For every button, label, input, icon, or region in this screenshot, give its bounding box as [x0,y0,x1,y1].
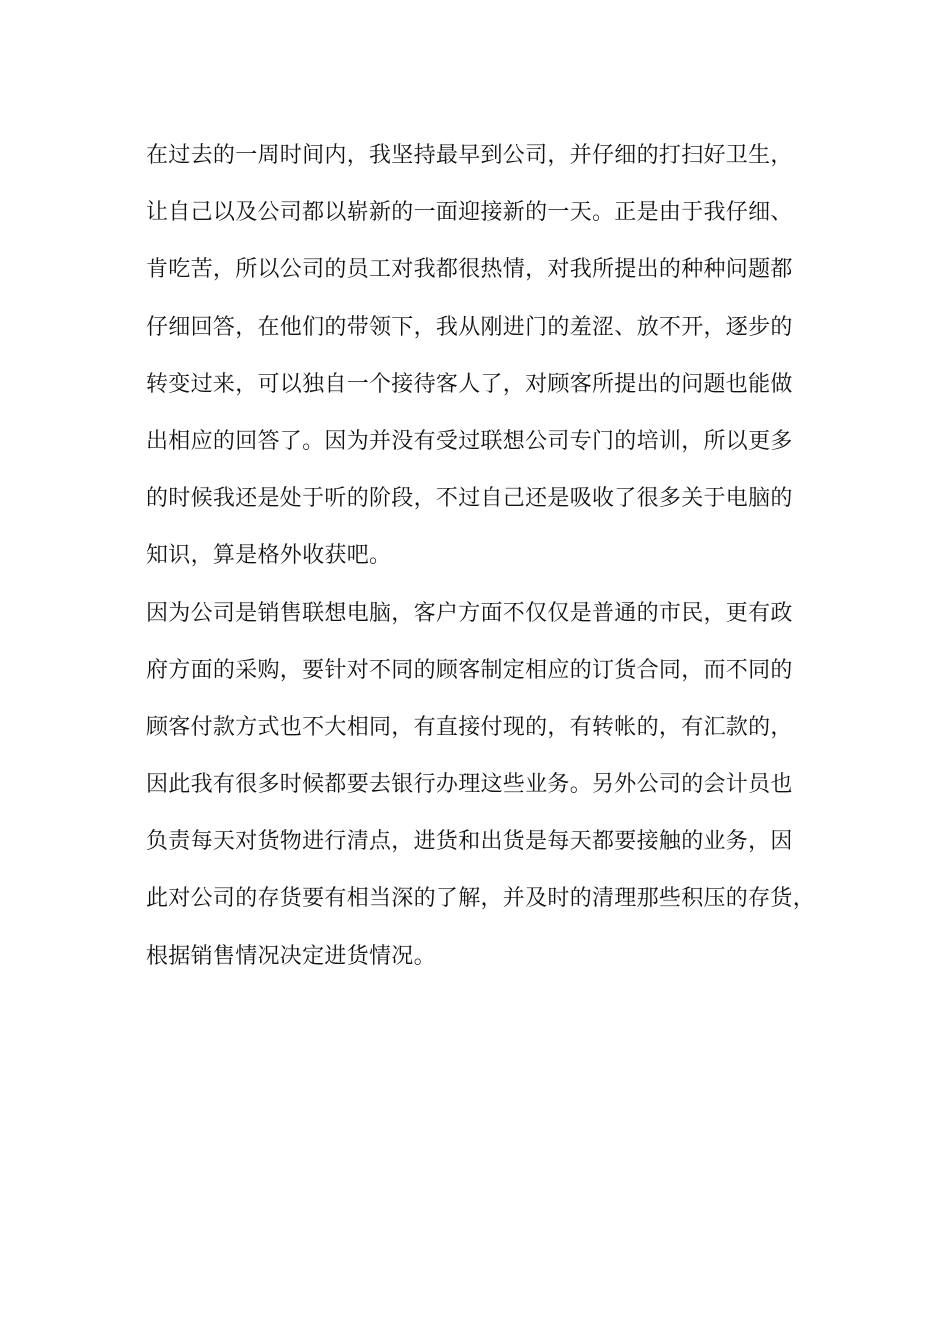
text-line: 负责每天对货物进行清点，进货和出货是每天都要接触的业务，因 [146,829,793,855]
text-line: 出相应的回答了。因为并没有受过联想公司专门的培训，所以更多 [146,428,793,454]
text-line: 让自己以及公司都以崭新的一面迎接新的一天。正是由于我仔细、 [146,200,793,226]
text-line: 在过去的一周时间内，我坚持最早到公司，并仔细的打扫好卫生， [146,143,793,168]
text-line: 因此我有很多时候都要去银行办理这些业务。另外公司的会计员也 [146,772,793,798]
text-line: 根据销售情况决定进货情况。 [146,943,436,969]
text-line: 知识，算是格外收获吧。 [146,543,392,569]
text-line: 仔细回答，在他们的带领下，我从刚进门的羞涩、放不开，逐步的 [146,314,793,340]
text-line: 的时候我还是处于听的阶段，不过自己还是吸收了很多关于电脑的 [146,486,793,512]
text-line: 因为公司是销售联想电脑，客户方面不仅仅是普通的市民，更有政 [146,600,793,626]
text-line: 转变过来，可以独自一个接待客人了，对顾客所提出的问题也能做 [146,371,793,397]
body-text [146,127,836,985]
text-line: 肯吃苦，所以公司的员工对我都很热情，对我所提出的种种问题都 [146,257,793,283]
text-line: 此对公司的存货要有相当深的了解，并及时的清理那些积压的存货， [146,886,816,912]
text-line: 顾客付款方式也不大相同，有直接付现的，有转帐的，有汇款的， [146,714,793,740]
text-line: 府方面的采购，要针对不同的顾客制定相应的订货合同，而不同的 [146,657,793,683]
